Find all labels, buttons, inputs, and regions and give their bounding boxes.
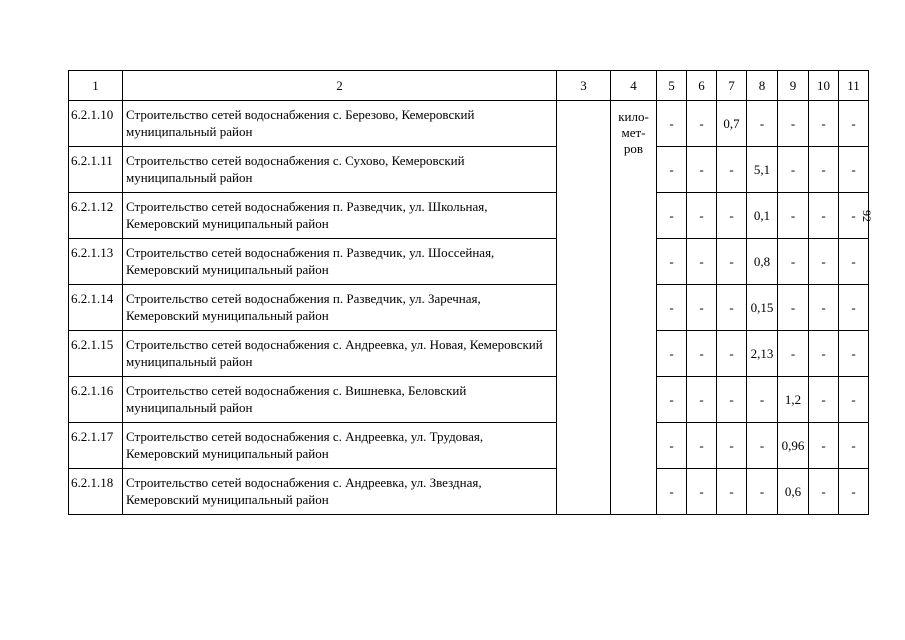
value-cell: - <box>839 377 869 423</box>
table-row <box>69 285 869 331</box>
value-cell: - <box>717 239 747 285</box>
value-cell: - <box>717 423 747 469</box>
table-row <box>69 377 869 423</box>
row-number: 6.2.1.11 <box>69 147 123 193</box>
header-cell-4: 4 <box>611 71 657 101</box>
value-cell: - <box>778 239 809 285</box>
value-cell: - <box>657 377 687 423</box>
value-cell: - <box>839 239 869 285</box>
row-name: Строительство сетей водоснабжения п. Разведчик, ул. Шоссейная, Кемеровский муниципальный район <box>123 239 557 285</box>
header-cell-5: 5 <box>657 71 687 101</box>
value-cell: - <box>657 285 687 331</box>
unit-line: ров <box>623 141 644 156</box>
value-cell: - <box>747 423 778 469</box>
value-cell: - <box>778 193 809 239</box>
header-cell-7: 7 <box>717 71 747 101</box>
value-cell: - <box>809 423 839 469</box>
value-cell: - <box>839 423 869 469</box>
value-cell: - <box>809 101 839 147</box>
value-cell: - <box>778 285 809 331</box>
row-number: 6.2.1.13 <box>69 239 123 285</box>
value-cell: - <box>657 101 687 147</box>
table-row <box>69 193 869 239</box>
value-cell: - <box>809 285 839 331</box>
unit-line: кило- <box>618 109 649 124</box>
value-cell: 0,7 <box>717 101 747 147</box>
value-cell: 0,6 <box>778 469 809 515</box>
value-cell: - <box>839 147 869 193</box>
value-cell: 0,96 <box>778 423 809 469</box>
value-cell: - <box>717 147 747 193</box>
row-name: Строительство сетей водоснабжения с. Сухово, Кемеровский муниципальный район <box>123 147 557 193</box>
value-cell: - <box>717 377 747 423</box>
value-cell: - <box>747 377 778 423</box>
header-cell-9: 9 <box>778 71 809 101</box>
value-cell: 0,15 <box>747 285 778 331</box>
column-3-merged-cell <box>557 101 611 515</box>
row-number: 6.2.1.16 <box>69 377 123 423</box>
value-cell: - <box>809 331 839 377</box>
value-cell: - <box>747 469 778 515</box>
value-cell: - <box>657 331 687 377</box>
value-cell: - <box>687 469 717 515</box>
value-cell: - <box>778 101 809 147</box>
value-cell: - <box>657 423 687 469</box>
table-row <box>69 331 869 377</box>
value-cell: - <box>687 285 717 331</box>
row-number: 6.2.1.14 <box>69 285 123 331</box>
unit-line: мет- <box>621 125 646 140</box>
header-cell-8: 8 <box>747 71 778 101</box>
header-row <box>69 71 869 101</box>
value-cell: - <box>809 147 839 193</box>
header-cell-10: 10 <box>809 71 839 101</box>
value-cell: 0,8 <box>747 239 778 285</box>
value-cell: - <box>717 285 747 331</box>
value-cell: - <box>687 377 717 423</box>
page-number: 92 <box>860 210 874 222</box>
value-cell: - <box>839 331 869 377</box>
row-name: Строительство сетей водоснабжения с. Березово, Кемеровский муниципальный район <box>123 101 557 147</box>
row-number: 6.2.1.17 <box>69 423 123 469</box>
value-cell: - <box>778 147 809 193</box>
row-number: 6.2.1.10 <box>69 101 123 147</box>
table-row <box>69 101 869 147</box>
table-row <box>69 239 869 285</box>
value-cell: - <box>687 193 717 239</box>
value-cell: - <box>747 101 778 147</box>
value-cell: - <box>839 469 869 515</box>
value-cell: - <box>687 239 717 285</box>
row-name: Строительство сетей водоснабжения с. Андреевка, ул. Новая, Кемеровский муниципальный район <box>123 331 557 377</box>
row-name: Строительство сетей водоснабжения п. Разведчик, ул. Школьная, Кемеровский муниципальный район <box>123 193 557 239</box>
value-cell: 2,13 <box>747 331 778 377</box>
row-number: 6.2.1.15 <box>69 331 123 377</box>
table-row <box>69 423 869 469</box>
row-name: Строительство сетей водоснабжения п. Разведчик, ул. Заречная, Кемеровский муниципальный район <box>123 285 557 331</box>
value-cell: 1,2 <box>778 377 809 423</box>
table-row <box>69 147 869 193</box>
row-name: Строительство сетей водоснабжения с. Андреевка, ул. Звездная, Кемеровский муниципальный район <box>123 469 557 515</box>
value-cell: - <box>717 193 747 239</box>
value-cell: - <box>657 147 687 193</box>
value-cell: - <box>717 331 747 377</box>
value-cell: - <box>839 193 869 239</box>
value-cell: - <box>687 423 717 469</box>
value-cell: - <box>809 377 839 423</box>
value-cell: - <box>839 101 869 147</box>
value-cell: - <box>657 193 687 239</box>
value-cell: - <box>717 469 747 515</box>
row-name: Строительство сетей водоснабжения с. Андреевка, ул. Трудовая, Кемеровский муниципальный район <box>123 423 557 469</box>
row-number: 6.2.1.12 <box>69 193 123 239</box>
table-row <box>69 469 869 515</box>
value-cell: - <box>687 101 717 147</box>
value-cell: - <box>657 239 687 285</box>
value-cell: - <box>809 193 839 239</box>
value-cell: 0,1 <box>747 193 778 239</box>
header-cell-6: 6 <box>687 71 717 101</box>
value-cell: - <box>687 331 717 377</box>
header-cell-1: 1 <box>69 71 123 101</box>
value-cell: - <box>657 469 687 515</box>
document-table <box>68 70 869 515</box>
value-cell: - <box>809 239 839 285</box>
row-number: 6.2.1.18 <box>69 469 123 515</box>
value-cell: - <box>809 469 839 515</box>
row-name: Строительство сетей водоснабжения с. Вишневка, Беловский муниципальный район <box>123 377 557 423</box>
value-cell: - <box>687 147 717 193</box>
value-cell: - <box>839 285 869 331</box>
header-cell-11: 11 <box>839 71 869 101</box>
header-cell-2: 2 <box>123 71 557 101</box>
value-cell: 5,1 <box>747 147 778 193</box>
header-cell-3: 3 <box>557 71 611 101</box>
value-cell: - <box>778 331 809 377</box>
unit-cell <box>611 101 657 515</box>
